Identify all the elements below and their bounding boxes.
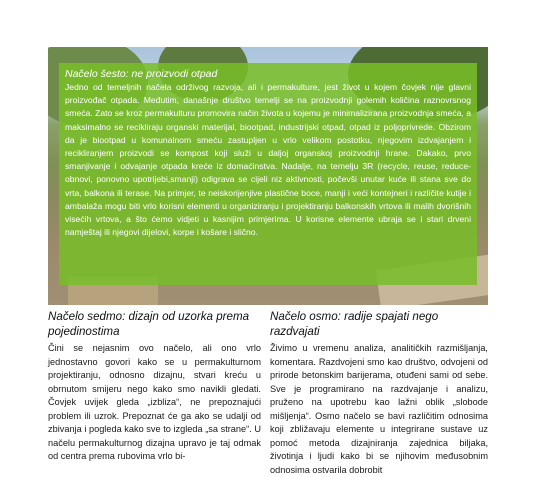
principle-seven-column <box>48 309 261 464</box>
principle-six-box <box>59 63 477 285</box>
principle-eight-title: Načelo osmo: radije spajati nego razdvajati <box>270 310 439 338</box>
principle-seven-body: Čini se nejasnim ovo načelo, ali ono vrlo jednostavno govori kako se u permakulturnom projektiranju, odnosno dizajnu, stvari kreću u obrnutom smijeru nego kako smo navikli gledati. Čovjek uvijek gleda „izbliza“, ne prepoznajući problem ili uzrok. Prepoznat će ga ako se udalji od zbivanja i pogleda kako sve to izgleda „sa strane“. U načelu permakulturnog dizajna upravo je taj odmak od centra prema rubovima vrlo bi- <box>48 343 261 461</box>
principle-seven-title: Načelo sedmo: dizajn od uzorka prema pojedinostima <box>48 310 250 338</box>
principle-six-title: Načelo šesto: ne proizvodi otpad <box>65 68 218 80</box>
principle-six-body: Jedno od temeljnih načela održivog razvoja, ali i permakulture, jest život u kojem čovjek nije glavni proizvođač otpada. Međutim, današnje društvo temelji se na proizvodnji golemih količina raznovrsnog smeća. Zato se kroz permakulturu promovira način života u kojemu je minimalizirana proizvodnja smeća, a maksimalno se recikliraju organski materijal, biootpad, industrijski otpad, otpad iz poljoprivrede. Obzirom da je biootpad u komunalnom smeću zastupljen u vrlo velikom postotku, njegovim izdvajanjem i recikliranjem proizvodi se kompost koji služi u daljoj organskoj proizvodnji hrane. Dakako, prvo smanjivanje i odvajanje otpada kreće iz domaćinstva. Nadalje, na temelju 3R (recycle, reuse, reduce-obnovi, ponovno upotrijebi,smanji) odigrava se cijeli niz aktivnosti, počevši unutar kuće ili stana sve do vrta, balkona ili terase. Na primjer, te neiskorijenjive plastične boce, manji i veći kontejneri i različite kutije i ambalaža mogu biti vrlo korisni elementi u organiziranju i projektiranju balkonskih vrtova ili malih dvorišnih visećih vrtova, a što ćemo vidjeti u kasnijim primjerima. U korisne elemente ubraja se i stari drveni namještaj ili njegovi dijelovi, korpe i košare i slično. <box>65 82 471 238</box>
principle-eight-body: Živimo u vremenu analiza, analitičkih razmišljanja, komentara. Razdvojeni smo kao društvo, odvojeni od prirode betonskim barijerama, otuđeni sami od sebe. Sve je programirano na razdvajanje i analizu, pruženo na upotrebu kao lažni oblik „slobode mišljenja“. Osmo načelo se bavi različitim odnosima koji zbližavaju elemente u integrirane sustave uz pomoć metoda dizajniranja zajednica biljaka, životinja i ljudi kako bi se njihovim međusobnim odnosima ostvarila dobrobit <box>270 343 488 475</box>
principle-eight-column <box>270 309 488 477</box>
